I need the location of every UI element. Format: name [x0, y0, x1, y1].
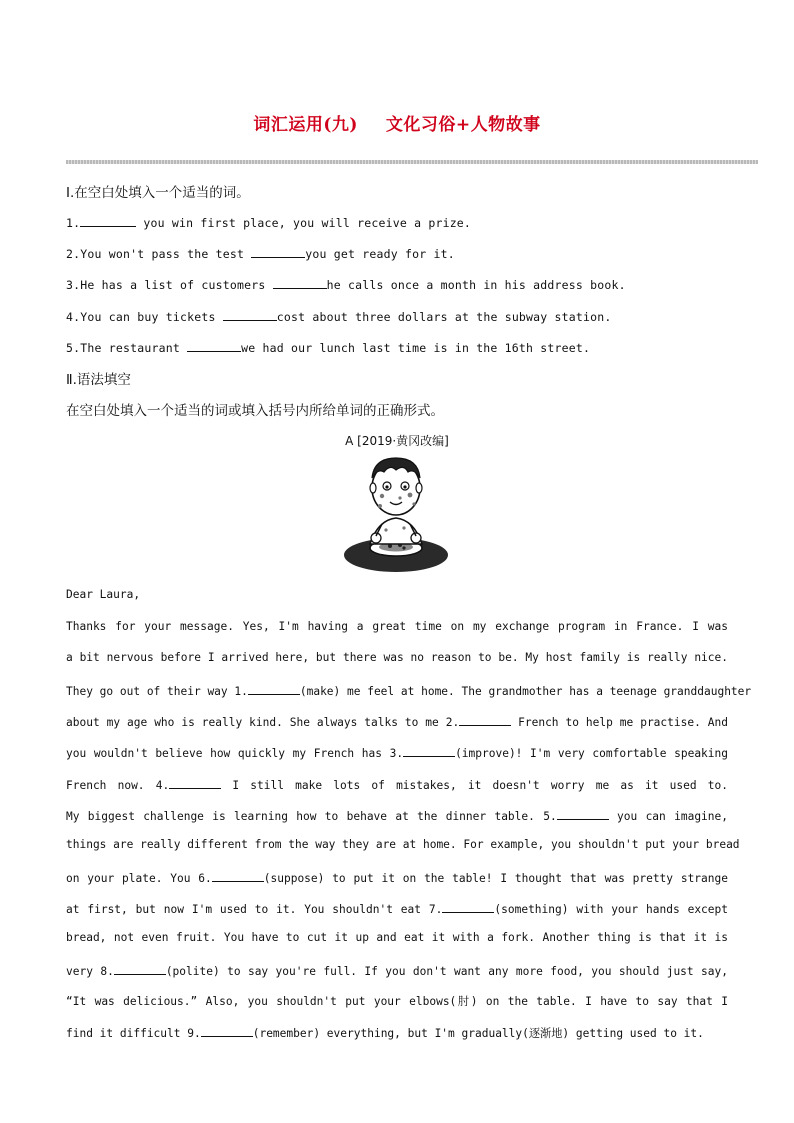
answer-blank[interactable] — [459, 713, 511, 726]
letter-line — [66, 620, 728, 633]
letter-text: French now. 4. — [66, 778, 170, 792]
letter-text: Thanks for your message. Yes, I'm having a great time on my exchange program in France. I was — [66, 620, 728, 633]
section2-instruction: 在空白处填入一个适当的词或填入括号内所给单词的正确形式。 — [66, 403, 444, 419]
letter-text: (suppose) to put it on the table! I thought that was pretty strange — [263, 871, 728, 885]
letter-text: you wouldn't believe how quickly my French has 3. — [66, 747, 404, 761]
section2-heading: Ⅱ.语法填空 — [66, 372, 131, 388]
letter-line — [66, 713, 728, 729]
letter-text: (remember) everything, but I'm gradually(逐渐地) getting used to it. — [252, 1027, 704, 1041]
letter-text: bread, not even fruit. You have to cut it up and eat it with a fork. Another thing is that it is — [66, 931, 728, 944]
letter-text: at first, but now I'm used to it. You shouldn't eat 7. — [66, 902, 443, 916]
answer-blank[interactable] — [557, 807, 609, 820]
question-4: 4.You can buy tickets cost about three dollars at the subway station. — [66, 310, 612, 324]
answer-blank[interactable] — [442, 900, 494, 913]
letter-line — [66, 900, 728, 916]
letter-text: (something) with your hands except — [494, 902, 728, 916]
question-3: 3.He has a list of customers he calls once a month in his address book. — [66, 278, 626, 292]
letter-line — [66, 1024, 728, 1041]
page-title — [0, 110, 794, 135]
letter-line — [66, 807, 728, 823]
answer-blank[interactable] — [114, 962, 166, 975]
answer-blank[interactable] — [169, 776, 221, 789]
header-divider — [66, 160, 758, 164]
letter-line — [66, 931, 728, 944]
letter-text: (improve)! I'm very comfortable speaking — [455, 747, 728, 761]
letter-line — [66, 993, 728, 1009]
letter-text: “It was delicious.” Also, you shouldn't put your elbows(肘) on the table. I have to say that I — [66, 995, 728, 1009]
letter-line — [66, 651, 728, 664]
letter-text: (make) me feel at home. The grandmother has a teenage granddaughter — [299, 685, 752, 699]
letter-line — [66, 869, 728, 885]
question-5: 5.The restaurant we had our lunch last time is in the 16th street. — [66, 341, 591, 355]
letter-text: find it difficult 9. — [66, 1027, 201, 1041]
letter-text: I still make lots of mistakes, it doesn't worry me as it used to. — [221, 778, 729, 792]
letter-text: very 8. — [66, 965, 114, 979]
letter-line — [66, 744, 728, 760]
title-part2: 文化习俗+人物故事 — [385, 115, 541, 135]
boy-eating-illustration — [338, 450, 454, 578]
letter-text: (polite) to say you're full. If you don't want any more food, you should just say, — [165, 965, 728, 979]
letter-line — [66, 962, 728, 978]
letter-greeting: Dear Laura, — [66, 588, 141, 601]
title-part1: 词汇运用(九) — [253, 115, 358, 135]
letter-line — [66, 776, 728, 792]
letter-text: They go out of their way 1. — [66, 685, 248, 699]
answer-blank[interactable] — [212, 869, 264, 882]
letter-text: French to help me practise. And — [511, 716, 728, 730]
letter-text: My biggest challenge is learning how to behave at the dinner table. 5. — [66, 809, 557, 823]
passage-source: A [2019·黄冈改编] — [345, 434, 449, 448]
letter-text: about my age who is really kind. She always talks to me 2. — [66, 716, 460, 730]
question-1: 1. you win first place, you will receive a prize. — [66, 216, 472, 230]
question-2: 2.You won't pass the test you get ready for it. — [66, 247, 455, 261]
letter-text: on your plate. You 6. — [66, 871, 212, 885]
letter-text: things are really different from the way they are at home. For example, you shouldn't put your bread — [66, 837, 740, 851]
section1-heading: Ⅰ.在空白处填入一个适当的词。 — [66, 185, 250, 201]
letter-text: you can imagine, — [608, 809, 728, 823]
letter-text: a bit nervous before I arrived here, but there was no reason to be. My host family is really nice. — [66, 651, 728, 665]
letter-line — [66, 682, 752, 699]
answer-blank[interactable] — [248, 682, 300, 695]
answer-blank[interactable] — [201, 1024, 253, 1037]
letter-line — [66, 837, 740, 851]
answer-blank[interactable] — [403, 744, 455, 757]
